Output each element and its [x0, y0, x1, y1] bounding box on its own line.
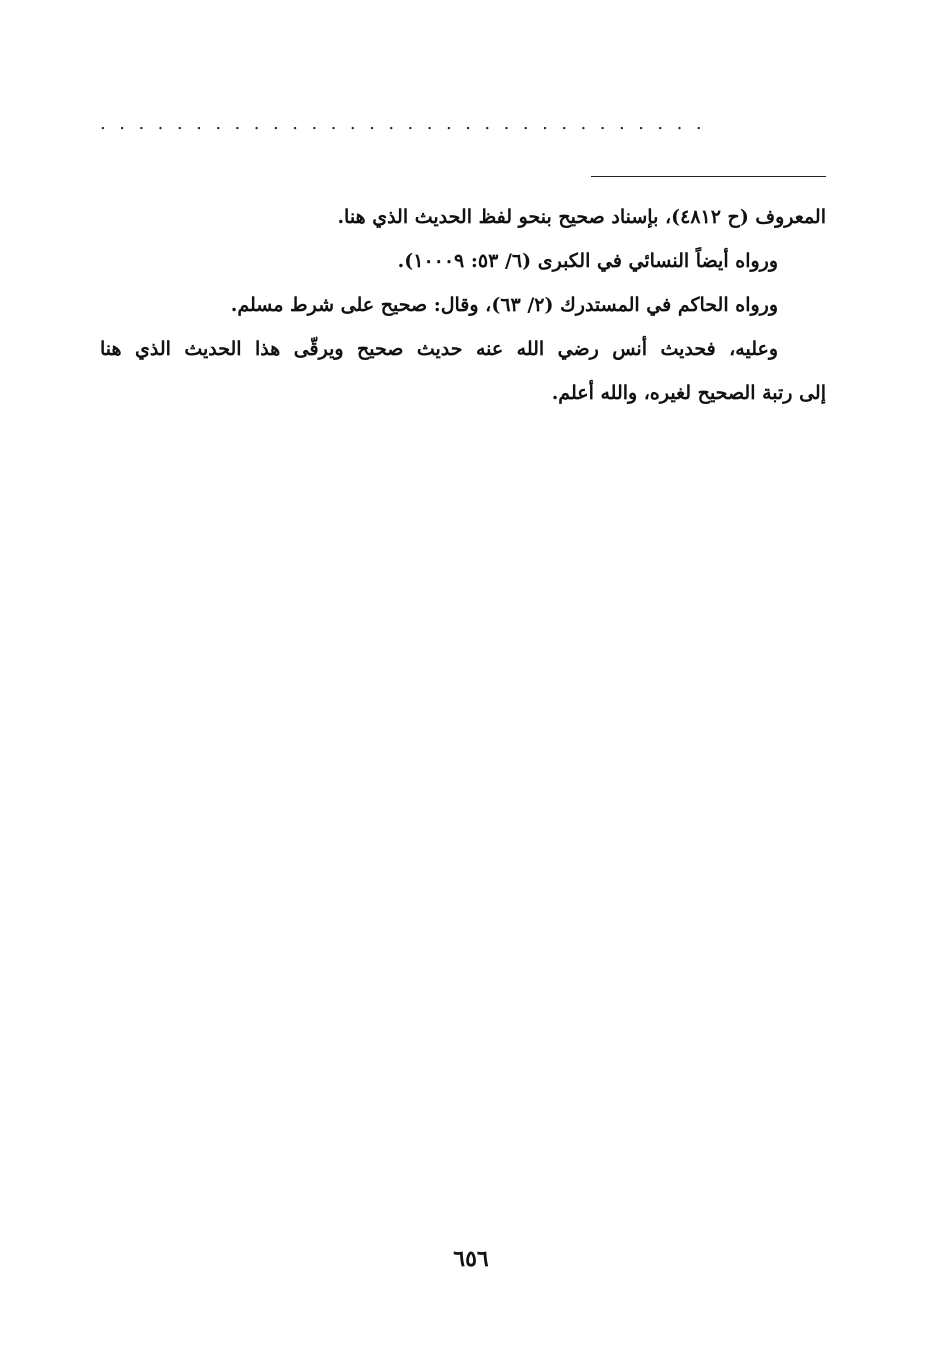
footnote-line-4: وعليه، فحديث أنس رضي الله عنه حديث صحيح ويرقّى هذا الحديث الذي هنا [100, 338, 778, 360]
footnote-line-3: ورواه الحاكم في المستدرك (٢/ ٦٣)، وقال: صحيح على شرط مسلم. [230, 294, 778, 316]
footnotes-block [100, 195, 826, 415]
footnote-line-5: إلى رتبة الصحيح لغيره، والله أعلم. [551, 382, 826, 404]
dotted-separator: ................................ [100, 113, 716, 134]
footnote-line-1: المعروف (ح ٤٨١٢)، بإسناد صحيح بنحو لفظ الحديث الذي هنا. [337, 206, 826, 228]
footnote-line-2: ورواه أيضاً النسائي في الكبرى (٦/ ٥٣: ١٠٠٠٩). [397, 250, 778, 272]
footnote-rule [591, 176, 826, 177]
page-number: ٦٥٦ [453, 1246, 489, 1272]
